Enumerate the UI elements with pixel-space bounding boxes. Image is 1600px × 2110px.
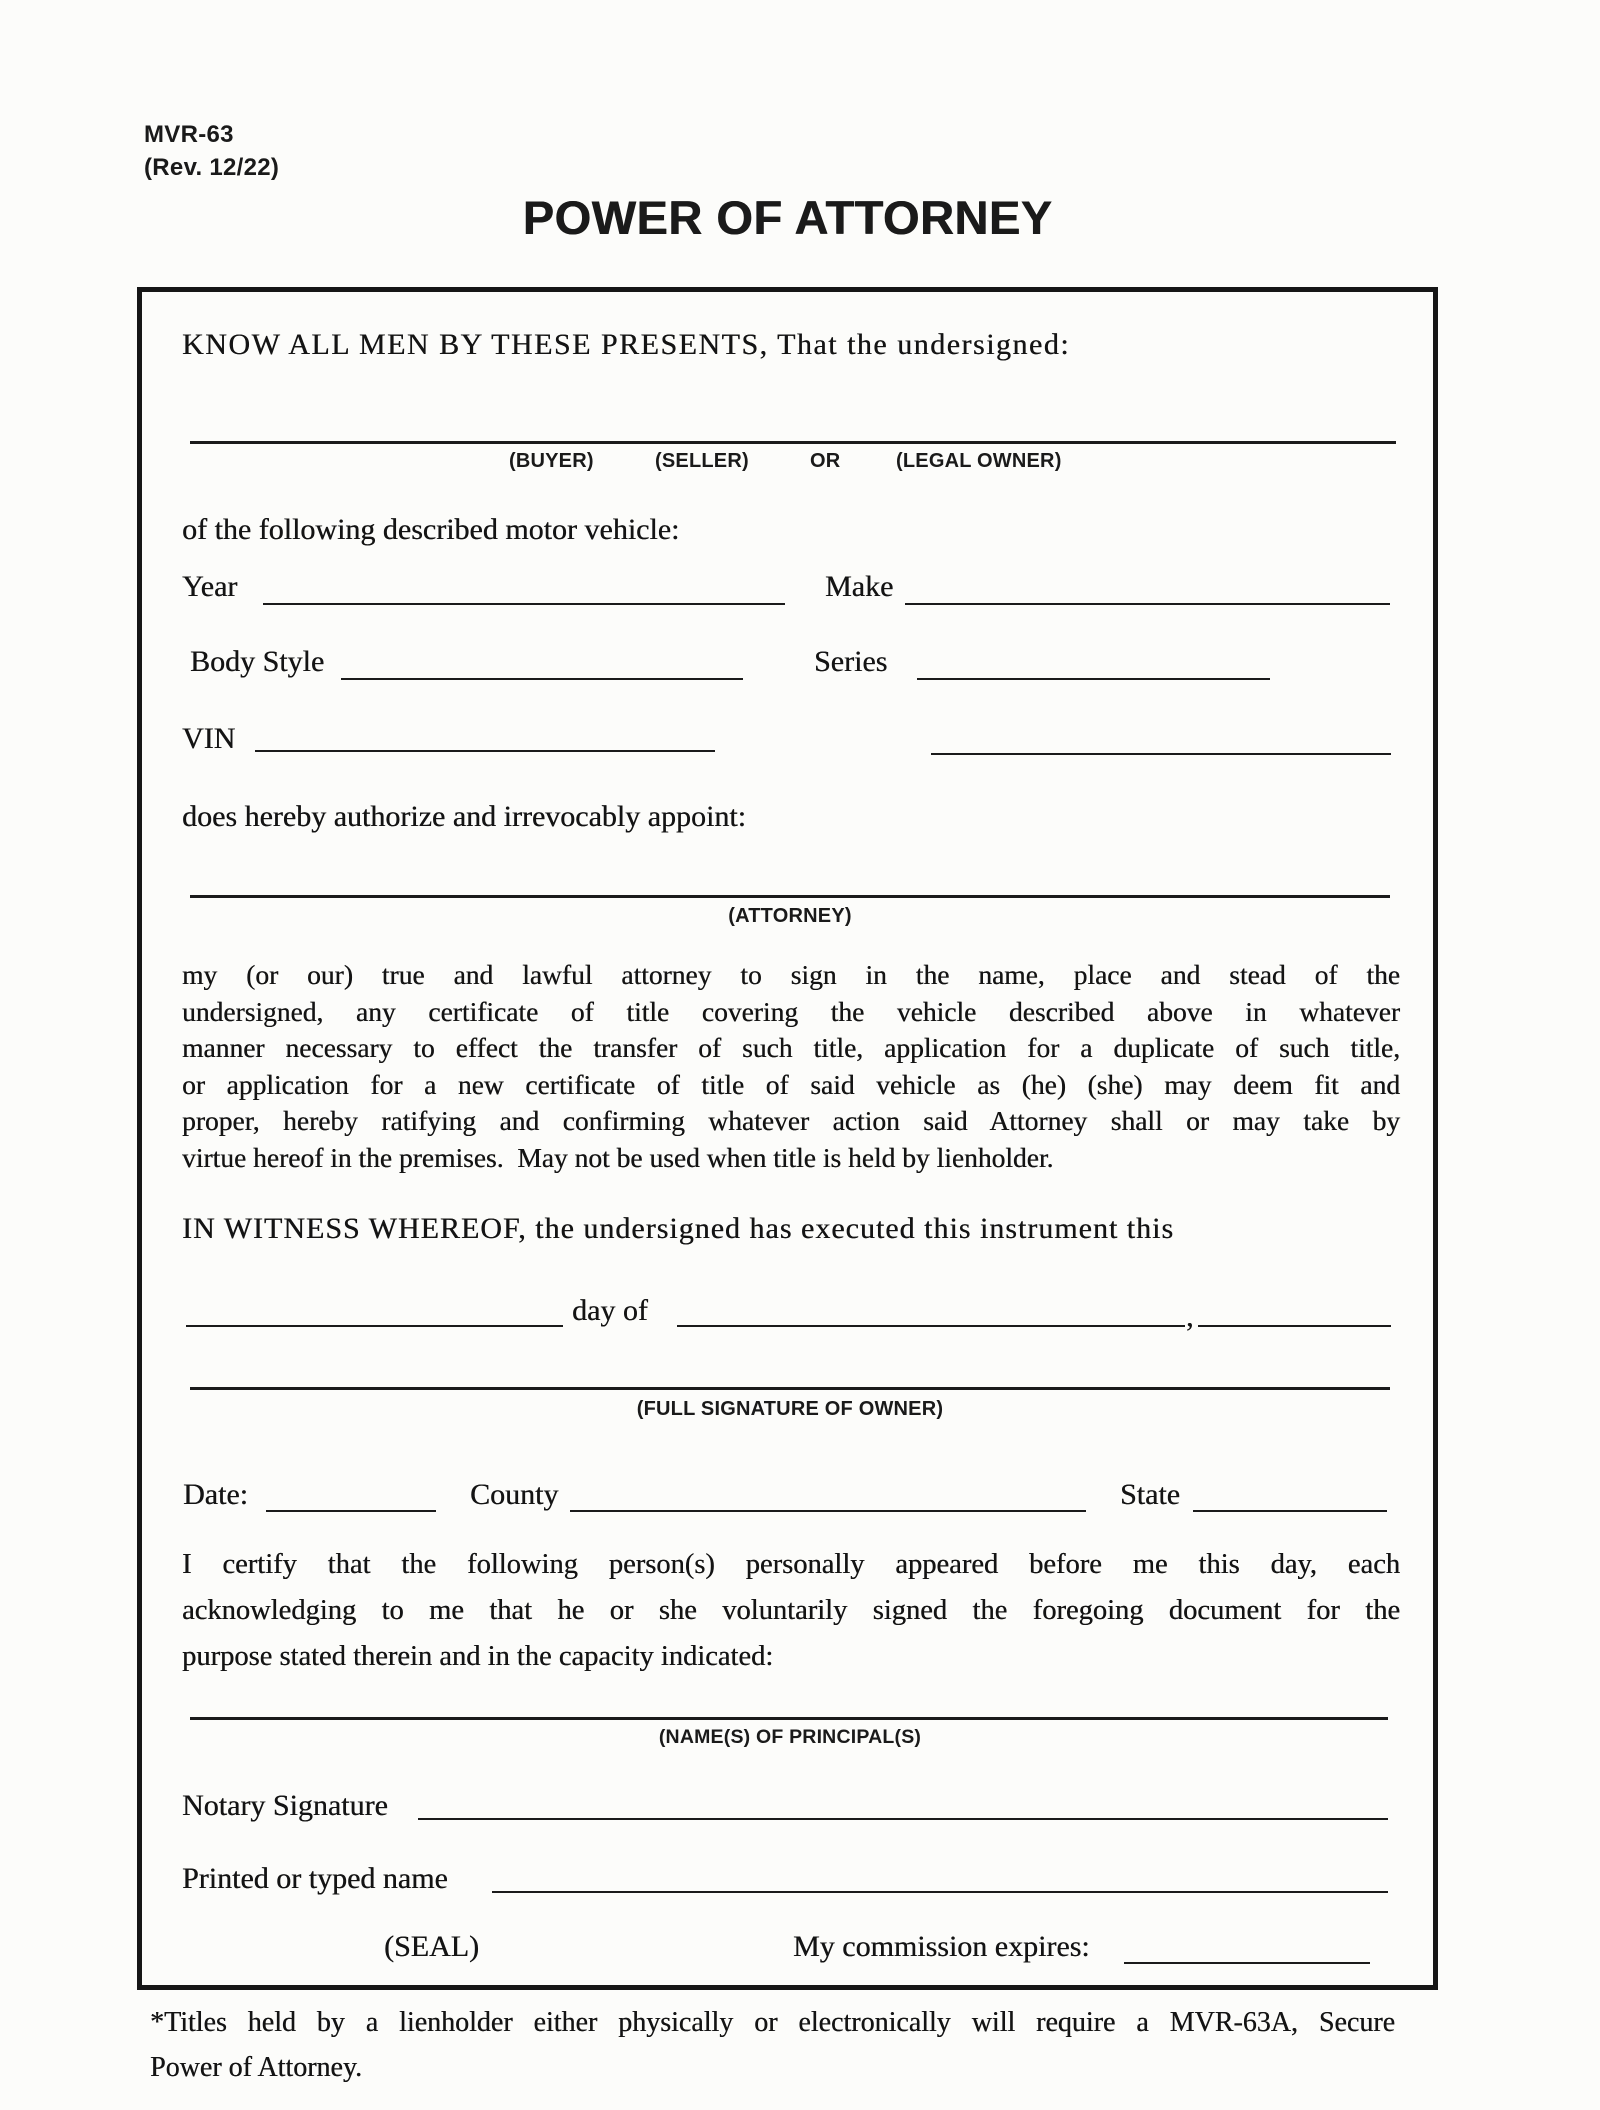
opening-clause: KNOW ALL MEN BY THESE PRESENTS, That the undersigned: [182, 328, 1071, 361]
printed-name-line[interactable] [492, 1891, 1388, 1893]
day-of-label: day of [572, 1294, 648, 1327]
notary-signature-line[interactable] [418, 1818, 1388, 1820]
make-label: Make [825, 570, 894, 603]
certification-paragraph [182, 1542, 1400, 1680]
certify-line-2: acknowledging to me that he or she voluntarily signed the foregoing document for the [182, 1595, 1400, 1626]
vin-input-line[interactable] [255, 750, 715, 752]
footnote-line-2: Power of Attorney. [150, 2052, 363, 2083]
principals-names-line[interactable] [190, 1717, 1388, 1720]
year-executed-input-line[interactable] [1198, 1325, 1391, 1327]
page-title: POWER OF ATTORNEY [522, 191, 1053, 244]
form-id-block [144, 118, 279, 184]
authority-line-2: undersigned, any certificate of title covering the vehicle described above in whatever [182, 995, 1400, 1027]
date-label: Date: [183, 1478, 248, 1511]
state-label: State [1120, 1478, 1180, 1511]
seal-label: (SEAL) [384, 1930, 479, 1963]
attorney-label: (ATTORNEY) [728, 905, 852, 927]
authority-line-6: virtue hereof in the premises. May not be used when title is held by lienholder. [182, 1141, 1054, 1173]
vin-label: VIN [182, 722, 236, 755]
notary-signature-label: Notary Signature [182, 1789, 388, 1822]
vin-input-line-2[interactable] [931, 753, 1391, 755]
owner-signature-label: (FULL SIGNATURE OF OWNER) [636, 1398, 944, 1420]
undersigned-name-line[interactable] [190, 441, 1396, 444]
year-label: Year [182, 570, 238, 603]
series-input-line[interactable] [917, 678, 1270, 680]
footnote-line-1: *Titles held by a lienholder either physically or electronically will require a MVR-63A, Secure [150, 2007, 1395, 2038]
owner-signature-line[interactable] [190, 1387, 1390, 1390]
commission-expires-label: My commission expires: [793, 1930, 1090, 1963]
authority-paragraph [182, 957, 1400, 1176]
authority-line-5: proper, hereby ratifying and confirming whatever action said Attorney shall or may take by [182, 1105, 1400, 1136]
authority-line-4: or application for a new certificate of title of said vehicle as (he) (she) may deem fit and [182, 1068, 1400, 1100]
or-label: OR [810, 450, 841, 472]
county-label: County [470, 1478, 559, 1511]
form-revision: (Rev. 12/22) [144, 154, 280, 181]
make-input-line[interactable] [905, 603, 1390, 605]
series-label: Series [814, 645, 888, 678]
month-input-line[interactable] [677, 1325, 1185, 1327]
footnote [150, 2000, 1395, 2090]
witness-clause: IN WITNESS WHEREOF, the undersigned has executed this instrument this [182, 1212, 1175, 1245]
authority-line-1: my (or our) true and lawful attorney to sign in the name, place and stead of the [182, 959, 1400, 990]
certify-line-1: I certify that the following person(s) personally appeared before me this day, each [182, 1549, 1400, 1580]
attorney-name-line[interactable] [190, 895, 1390, 898]
county-input-line[interactable] [570, 1510, 1086, 1512]
comma-separator: , [1186, 1300, 1194, 1333]
date-input-line[interactable] [266, 1510, 436, 1512]
printed-name-label: Printed or typed name [182, 1862, 448, 1895]
body-style-label: Body Style [190, 645, 325, 678]
commission-expires-line[interactable] [1124, 1962, 1370, 1964]
appoint-clause: does hereby authorize and irrevocably appoint: [182, 800, 746, 833]
principals-label: (NAME(S) OF PRINCIPAL(S) [658, 1726, 922, 1748]
year-input-line[interactable] [263, 603, 785, 605]
buyer-label: (BUYER) [509, 450, 594, 472]
form-number: MVR-63 [144, 121, 234, 148]
day-input-line[interactable] [186, 1325, 563, 1327]
seller-label: (SELLER) [655, 450, 749, 472]
certify-line-3: purpose stated therein and in the capacity indicated: [182, 1641, 774, 1672]
legal-owner-label: (LEGAL OWNER) [896, 450, 1062, 472]
state-input-line[interactable] [1193, 1510, 1387, 1512]
body-style-input-line[interactable] [341, 678, 743, 680]
authority-line-3: manner necessary to effect the transfer of such title, application for a duplicate of such title, [182, 1032, 1400, 1063]
vehicle-intro: of the following described motor vehicle: [182, 513, 680, 546]
